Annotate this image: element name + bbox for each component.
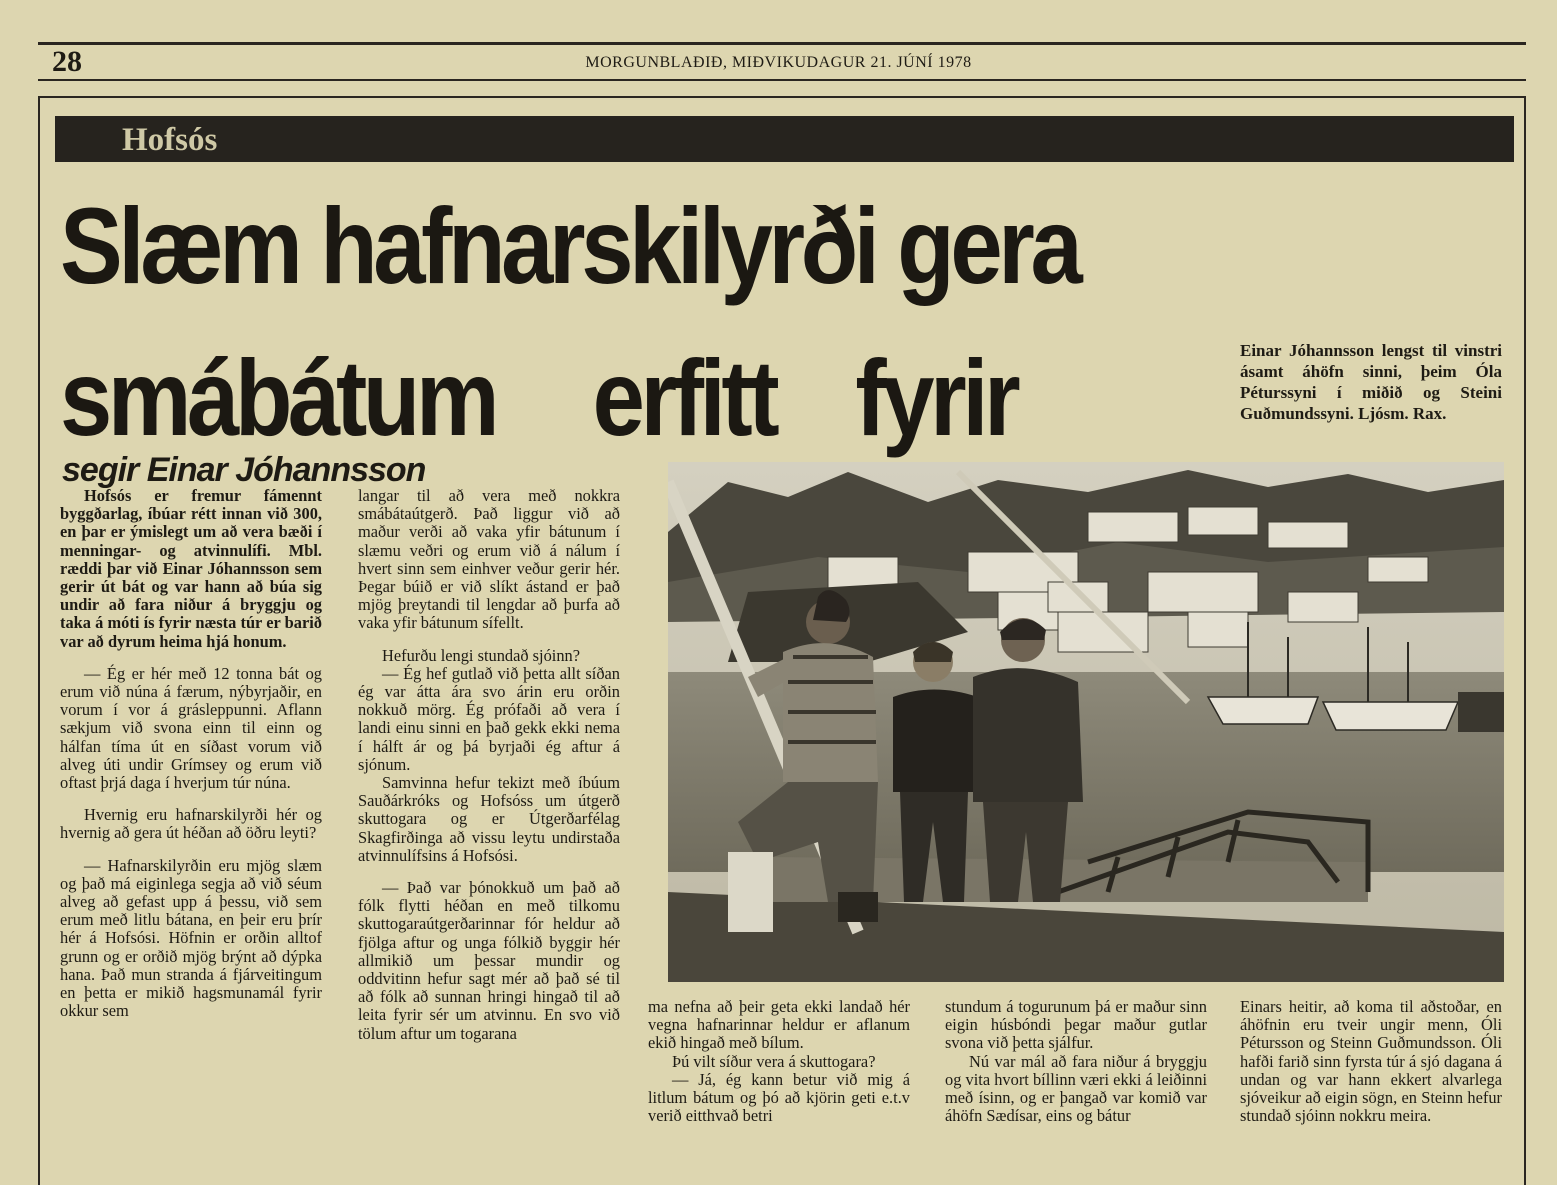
paragraph: ma nefna að þeir geta ekki landað hér vegna hafnarinnar heldur er aflanum ekið hingað með bílum. xyxy=(648,997,910,1053)
text-column-5 xyxy=(1240,998,1502,1125)
paragraph: Hvernig eru hafnarskilyrði hér og hvernig að gera út héðan að öðru leyti? xyxy=(60,805,322,843)
paragraph: Hofsós er fremur fámennt byggðarlag, íbúar rétt innan við 300, en þar er ýmislegt um að vera bæði í menningar- og atvinnulífi. Mbl. ræddi þar við Einar Jóhannsson sem gerir út bát og var hann að búa sig undir að fara niður á bryggju og taka á móti ís fyrir næsta túr er barið var að dyrum heima hjá honum. xyxy=(60,486,322,651)
headline-word: fyrir xyxy=(855,337,1017,458)
paragraph: langar til að vera með nokkra smábátaútgerð. Það liggur við að maður verði að vaka yfir bátunum í slæmu veðri og erum við á nálum í hvert sinn sem einhver veður gerir hér. Þegar búið er við slíkt ástand er það mjög þreytandi til lengdar að þurfa að vaka yfir bátunum sífellt. xyxy=(358,486,620,633)
headline-line-1: Slæm hafnarskilyrði gera xyxy=(60,185,1079,306)
text-column-1 xyxy=(60,487,322,1020)
headline-word: erfitt xyxy=(592,337,776,458)
masthead: MORGUNBLAÐIÐ, MIÐVIKUDAGUR 21. JÚNÍ 1978 xyxy=(585,54,972,71)
masthead-rule xyxy=(38,79,1526,81)
headline-line-2 xyxy=(60,337,1191,458)
paragraph: — Já, ég kann betur við mig á litlum bátum og þó að kjörin geti e.t.v verið eitthvað betri xyxy=(648,1069,910,1126)
paragraph: — Það var þónokkuð um það að fólk flytti héðan en með tilkomu skuttogaraútgerðarinnar fór heldur að fjölga aftur og unga fólkið byggir hér allmikið um þessar mundir og oddvitinn hefur sagt mér að það sé til að fólk að sunnan hringi hingað til að leita fyrir sér um atvinnu. En svo við tölum aftur um togarana xyxy=(358,878,620,1043)
harbour-photo xyxy=(668,462,1504,982)
paragraph: Hefurðu lengi stundað sjóinn? xyxy=(382,645,581,665)
paragraph: stundum á togurunum þá er maður sinn eigin húsbóndi þegar maður gutlar svona við þetta sjálfur. xyxy=(945,997,1207,1053)
paragraph: Samvinna hefur tekizt með íbúum Sauðárkróks og Hofsóss um útgerð skuttogara og er Útgerðarfélag Skagfirðinga að vissu leytu undirstaða atvinnulífsins á Hofsósi. xyxy=(358,773,620,865)
paragraph: Þú vilt síður vera á skuttogara? xyxy=(672,1051,876,1071)
text-column-4 xyxy=(945,998,1207,1125)
text-column-2 xyxy=(358,487,620,1043)
section-bar xyxy=(55,116,1514,162)
page-number: 28 xyxy=(52,45,82,78)
paragraph: Nú var mál að fara niður á bryggju og vita hvort bíllinn væri ekki á leiðinni með ísinn, og er þangað var komið var áhöfn Sædísar, eins og bátur xyxy=(945,1051,1207,1126)
paragraph: — Ég hef gutlað við þetta allt síðan ég var átta ára svo árin eru orðin nokkuð mörg. Ég prófaði að vera í landi einu sinni en það gekk ekki nema í hálft ár og þá byrjaði ég aftur á sjónum. xyxy=(358,663,620,774)
section-label: Hofsós xyxy=(122,122,218,158)
top-rule xyxy=(38,42,1526,45)
photo-caption: Einar Jóhannsson lengst til vinstri ásamt áhöfn sinni, þeim Óla Péturssyni í miðið og Steini Guðmundssyni. Ljósm. Rax. xyxy=(1240,341,1502,423)
headline-word: smábátum xyxy=(60,337,496,458)
paragraph: Einars heitir, að koma til aðstoðar, en áhöfnin eru tveir ungir menn, Óli Pétursson og Steinn Guðmundsson. Óli hafði farið sinn fyrsta túr á sjó dagana á undan og var hann ekkert alvarlega sjóveikur að eigin sögn, en Steinn hefur stundað sjóinn nokkru meira. xyxy=(1240,997,1502,1126)
paragraph: — Ég er hér með 12 tonna bát og erum við núna á færum, nýbyrjaðir, en vorum í vor á grásleppunni. Aflann sækjum við svona einn til einn og hálfan tíma út en síðast vorum við alveg úti undir Grímsey og erum við oftast þrjá daga í hverjum túr núna. xyxy=(60,663,322,793)
text-column-3 xyxy=(648,998,910,1125)
byline: segir Einar Jóhannsson xyxy=(62,451,426,489)
paragraph: — Hafnarskilyrðin eru mjög slæm og það má eiginlega segja að við séum alveg að gefast upp á þessu, við sem erum með litlu bátana, en þeir eru þrír hér á Hofsósi. Höfnin er orðin alltof grunn og er orðið mjög brýnt að dýpka hana. Það mun stranda á fjárveitingum en þetta er mikið hagsmunamál fyrir okkur sem xyxy=(60,855,322,1021)
